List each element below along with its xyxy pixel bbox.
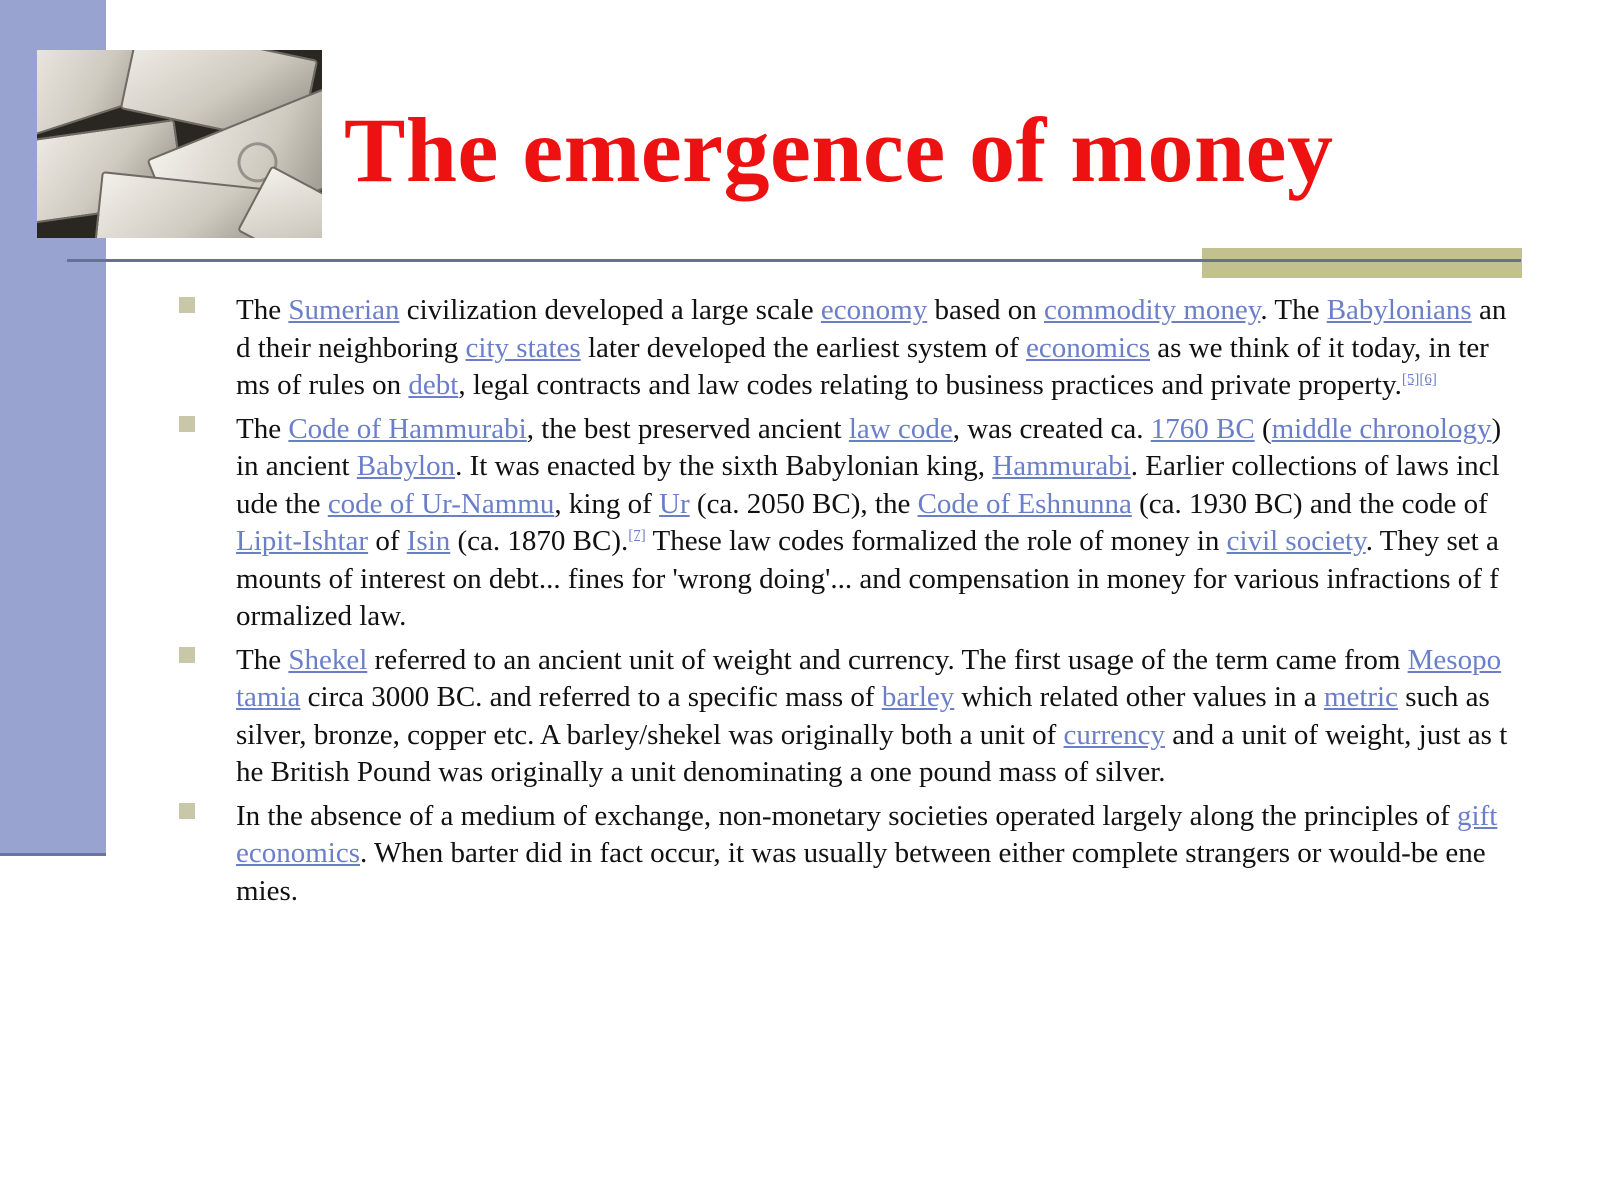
list-item: [178, 642, 1508, 792]
text-segment: The: [236, 294, 289, 326]
list-item: [178, 292, 1508, 405]
text-segment: and their neighboring: [236, 294, 1507, 364]
inline-link[interactable]: Code of Eshnunna: [917, 487, 1132, 520]
inline-link[interactable]: gift economics: [236, 799, 1498, 869]
citation-link[interactable]: [7]: [628, 527, 646, 544]
text-segment: as we think of it today, in terms of rules on: [236, 331, 1489, 401]
inline-link[interactable]: economics: [1026, 331, 1151, 364]
text-segment: based on: [927, 294, 1044, 326]
text-segment: . Earlier collections of laws include the: [236, 450, 1500, 520]
text-segment: These law codes formalized the role of money in: [645, 525, 1227, 557]
text-segment: which related other values in a: [954, 681, 1324, 713]
inline-link[interactable]: Shekel: [288, 643, 368, 676]
inline-link[interactable]: Mesopotamia: [236, 643, 1502, 713]
text-segment: (ca. 1870 BC).: [450, 525, 629, 557]
square-bullet-icon: [179, 803, 195, 819]
text-segment: , the best preserved ancient: [526, 412, 849, 445]
text-segment: The: [236, 412, 289, 445]
text-segment: . They set amounts of interest on debt... fines for 'wrong doing'... and compensation in money for various infractions of formalized law.: [236, 525, 1499, 632]
text-segment: (ca. 1930 BC) and the code of: [1131, 487, 1488, 520]
title-divider: [67, 259, 1521, 262]
citation-link[interactable]: [5][6]: [1401, 371, 1437, 388]
page-title: The emergence of money: [344, 99, 1334, 201]
inline-link[interactable]: 1760 BC: [1150, 412, 1255, 445]
inline-link[interactable]: Sumerian: [288, 294, 400, 326]
text-segment: (ca. 2050 BC), the: [689, 487, 918, 520]
text-segment: circa 3000 BC. and referred to a specific mass of: [300, 681, 882, 713]
text-segment: (: [1254, 412, 1272, 445]
inline-link[interactable]: commodity money: [1044, 294, 1261, 326]
inline-link[interactable]: middle chronology: [1271, 412, 1492, 445]
text-segment: of: [368, 525, 407, 557]
text-segment: The: [236, 643, 289, 676]
inline-link[interactable]: economy: [820, 294, 928, 326]
list-item: [178, 798, 1508, 911]
inline-link[interactable]: Ur: [659, 487, 690, 520]
text-segment: . It was enacted by the sixth Babylonian king,: [455, 450, 993, 482]
text-segment: , legal contracts and law codes relating to business practices and private property.: [458, 369, 1402, 401]
text-segment: later developed the earliest system of: [580, 331, 1027, 364]
inline-link[interactable]: Code of Hammurabi: [288, 412, 527, 445]
inline-link[interactable]: code of Ur-Nammu: [327, 487, 555, 520]
text-segment: . The: [1260, 294, 1327, 326]
text-segment: such as silver, bronze, copper etc. A barley/shekel was originally both a unit of: [236, 681, 1490, 751]
citation-sup: [628, 527, 646, 543]
inline-link[interactable]: Isin: [406, 525, 451, 557]
text-segment: . When barter did in fact occur, it was usually between either complete strangers or would-be enemies.: [236, 837, 1486, 907]
list-item: [178, 411, 1508, 636]
text-segment: civilization developed a large scale: [399, 294, 821, 326]
citation-sup: [1402, 371, 1437, 387]
square-bullet-icon: [179, 647, 195, 663]
text-segment: and a unit of weight, just as the British Pound was originally a unit denominating a one pound mass of silver.: [236, 718, 1508, 788]
square-bullet-icon: [179, 416, 195, 432]
inline-link[interactable]: Lipit-Ishtar: [236, 525, 369, 557]
text-segment: ) in ancient: [236, 412, 1502, 482]
text-segment: In the absence of a medium of exchange, non-monetary societies operated largely along the principles of: [236, 799, 1458, 832]
text-segment: referred to an ancient unit of weight and currency. The first usage of the term came from: [367, 643, 1408, 676]
inline-link[interactable]: Hammurabi: [992, 450, 1131, 482]
inline-link[interactable]: Babylonians: [1326, 294, 1472, 326]
inline-link[interactable]: barley: [881, 681, 955, 713]
inline-link[interactable]: debt: [408, 369, 459, 401]
bullet-list: [178, 292, 1508, 916]
inline-link[interactable]: currency: [1063, 718, 1165, 751]
inline-link[interactable]: metric: [1323, 681, 1398, 713]
money-stack-icon: [37, 50, 322, 238]
text-segment: , was created ca.: [952, 412, 1151, 445]
inline-link[interactable]: city states: [465, 331, 581, 364]
text-segment: , king of: [554, 487, 660, 520]
accent-bar: [1202, 248, 1522, 278]
square-bullet-icon: [179, 297, 195, 313]
inline-link[interactable]: civil society: [1226, 525, 1366, 557]
inline-link[interactable]: Babylon: [356, 450, 456, 482]
inline-link[interactable]: law code: [848, 412, 953, 445]
